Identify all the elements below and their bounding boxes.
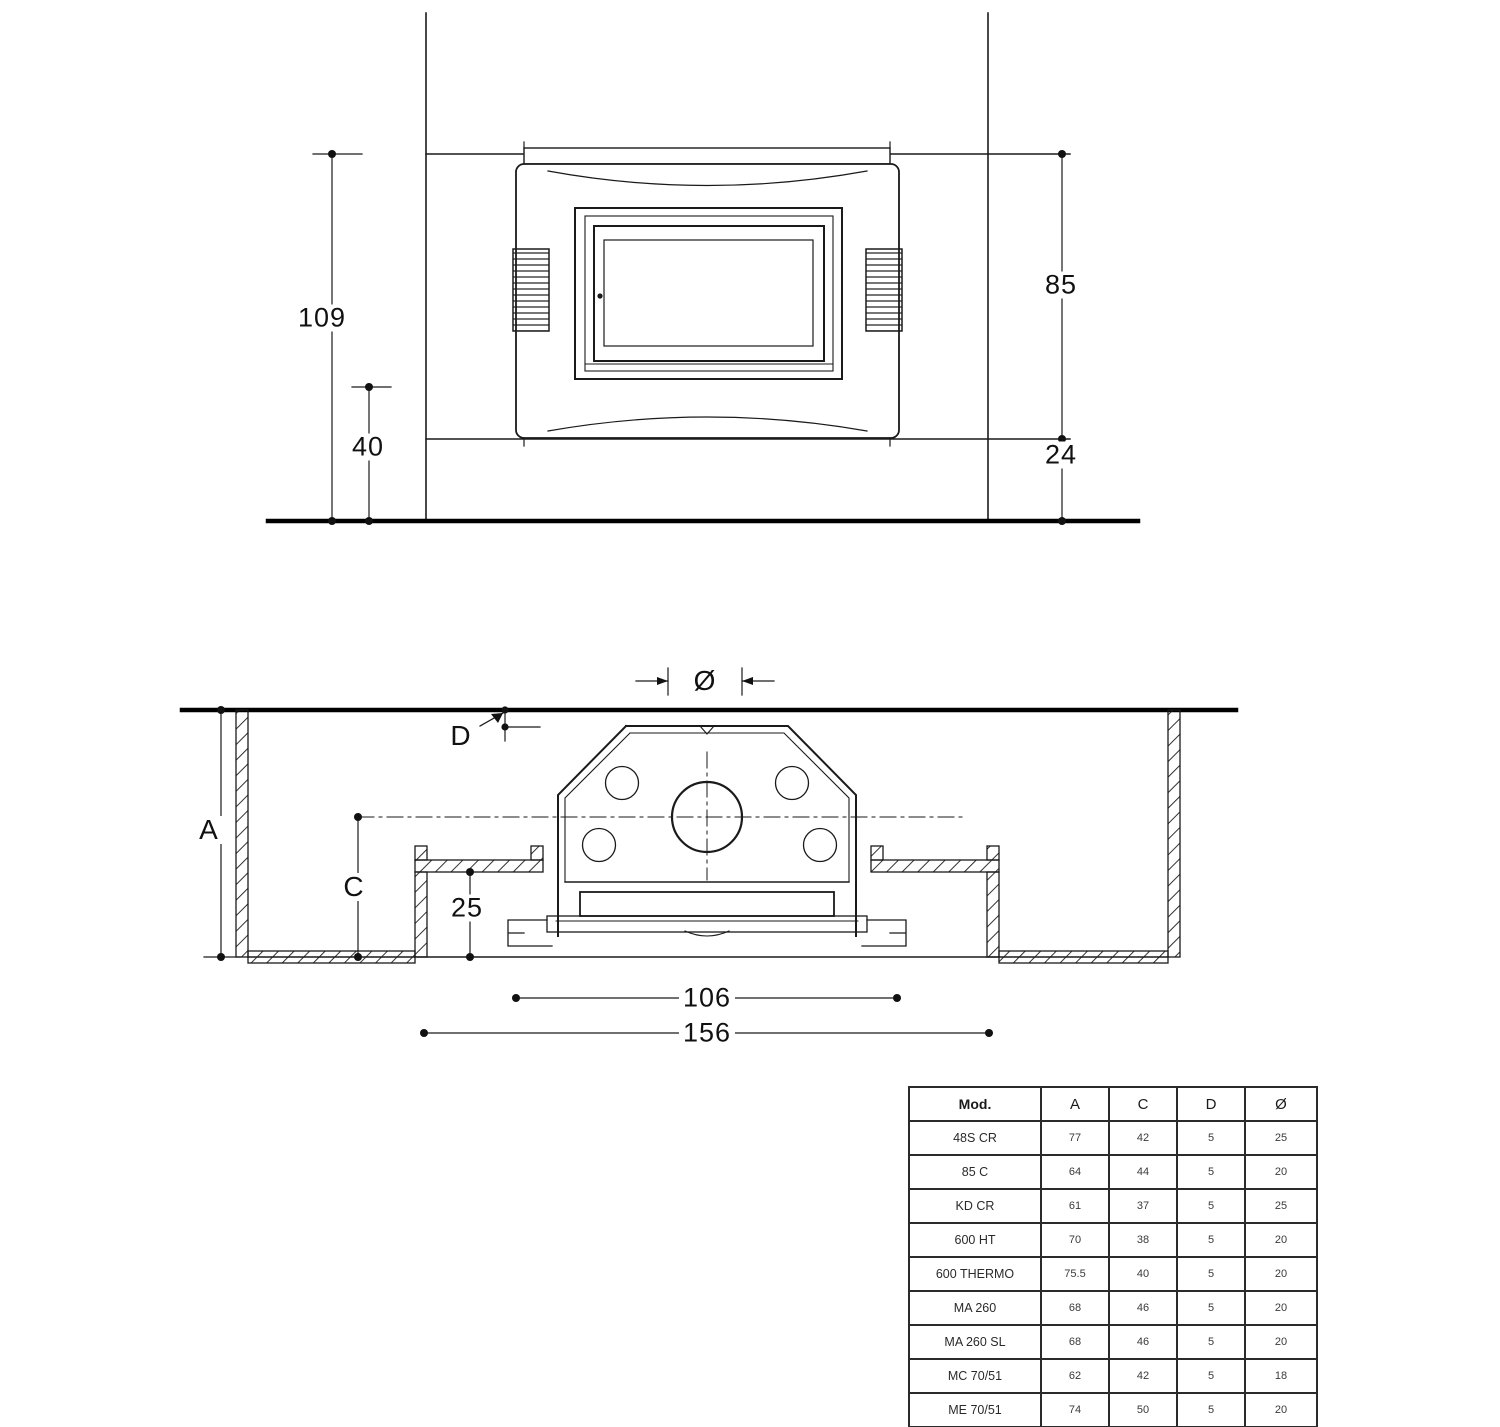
value-diam: 20 <box>1245 1155 1317 1189</box>
value-d: 5 <box>1177 1257 1245 1291</box>
value-a: 68 <box>1041 1291 1109 1325</box>
value-a: 68 <box>1041 1325 1109 1359</box>
header-diameter: Ø <box>1245 1087 1317 1121</box>
table-row <box>909 1155 1317 1189</box>
vent-grille-right <box>866 249 902 331</box>
dim-label-niche-width: 156 <box>679 1020 735 1047</box>
value-diam: 18 <box>1245 1359 1317 1393</box>
front-elevation-drawing <box>268 13 1138 525</box>
model-name: MA 260 SL <box>909 1325 1041 1359</box>
dim-label-total-height: 109 <box>294 305 350 332</box>
value-a: 77 <box>1041 1121 1109 1155</box>
dim-label-insert-width: 106 <box>679 985 735 1012</box>
value-d: 5 <box>1177 1393 1245 1427</box>
value-d: 5 <box>1177 1155 1245 1189</box>
dim-label-niche-depth: A <box>195 816 223 844</box>
model-name: 85 C <box>909 1155 1041 1189</box>
table-row <box>909 1189 1317 1223</box>
table-row <box>909 1257 1317 1291</box>
model-name: 600 THERMO <box>909 1257 1041 1291</box>
dim-label-hearth-height: 40 <box>348 434 388 461</box>
dim-label-inner-depth: C <box>339 873 368 901</box>
value-d: 5 <box>1177 1291 1245 1325</box>
value-d: 5 <box>1177 1121 1245 1155</box>
model-name: MA 260 <box>909 1291 1041 1325</box>
dim-label-ledge-depth: 25 <box>447 895 487 922</box>
spec-table-header-row <box>909 1087 1317 1121</box>
value-a: 64 <box>1041 1155 1109 1189</box>
value-d: 5 <box>1177 1189 1245 1223</box>
table-row <box>909 1325 1317 1359</box>
value-diam: 20 <box>1245 1257 1317 1291</box>
value-c: 42 <box>1109 1121 1177 1155</box>
header-c: C <box>1109 1087 1177 1121</box>
vent-grille-left <box>513 249 549 331</box>
dimension-109 <box>313 150 362 525</box>
model-spec-table <box>908 1086 1318 1427</box>
dim-label-wall-gap: D <box>446 722 475 750</box>
value-d: 5 <box>1177 1359 1245 1393</box>
model-name: MC 70/51 <box>909 1359 1041 1393</box>
value-c: 50 <box>1109 1393 1177 1427</box>
table-row <box>909 1223 1317 1257</box>
value-diam: 25 <box>1245 1121 1317 1155</box>
table-row <box>909 1121 1317 1155</box>
value-c: 46 <box>1109 1291 1177 1325</box>
dim-label-base-height: 24 <box>1041 442 1081 469</box>
value-a: 74 <box>1041 1393 1109 1427</box>
table-row <box>909 1393 1317 1427</box>
value-c: 46 <box>1109 1325 1177 1359</box>
model-name: 48S CR <box>909 1121 1041 1155</box>
table-row <box>909 1359 1317 1393</box>
header-model: Mod. <box>909 1087 1041 1121</box>
table-row <box>909 1291 1317 1325</box>
model-name: KD CR <box>909 1189 1041 1223</box>
value-c: 37 <box>1109 1189 1177 1223</box>
value-a: 61 <box>1041 1189 1109 1223</box>
dim-label-insert-height: 85 <box>1041 272 1081 299</box>
value-d: 5 <box>1177 1325 1245 1359</box>
door-handle <box>597 293 602 298</box>
value-c: 44 <box>1109 1155 1177 1189</box>
value-a: 70 <box>1041 1223 1109 1257</box>
value-diam: 20 <box>1245 1393 1317 1427</box>
value-a: 75.5 <box>1041 1257 1109 1291</box>
header-a: A <box>1041 1087 1109 1121</box>
value-c: 42 <box>1109 1359 1177 1393</box>
header-d: D <box>1177 1087 1245 1121</box>
value-diam: 20 <box>1245 1325 1317 1359</box>
value-diam: 20 <box>1245 1223 1317 1257</box>
value-c: 40 <box>1109 1257 1177 1291</box>
value-c: 38 <box>1109 1223 1177 1257</box>
insert-plan-outlets <box>583 767 837 862</box>
plan-masonry <box>236 710 1180 963</box>
value-diam: 20 <box>1245 1291 1317 1325</box>
model-name: 600 HT <box>909 1223 1041 1257</box>
value-a: 62 <box>1041 1359 1109 1393</box>
value-diam: 25 <box>1245 1189 1317 1223</box>
dim-label-flue-diameter: Ø <box>690 667 721 695</box>
value-d: 5 <box>1177 1223 1245 1257</box>
model-name: ME 70/51 <box>909 1393 1041 1427</box>
